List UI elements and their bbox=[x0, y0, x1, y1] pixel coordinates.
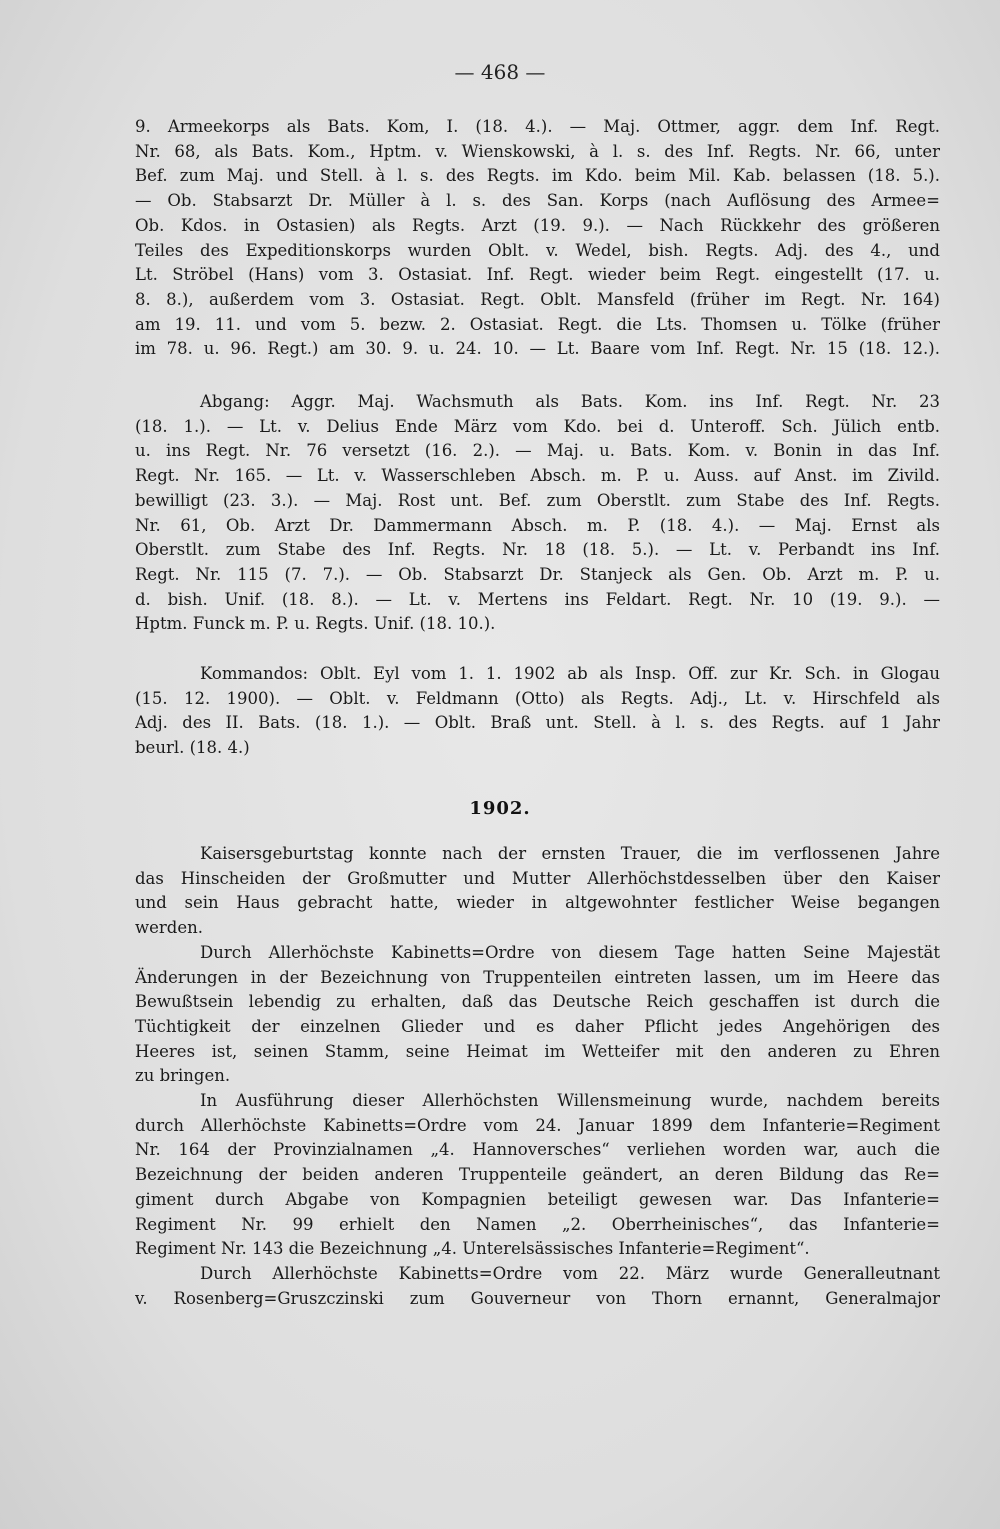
text-line: am 19. 11. und vom 5. bezw. 2. Ostasiat. Regt. die Lts. Thomsen u. Tölke (früher bbox=[135, 314, 940, 334]
text-line: im 78. u. 96. Regt.) am 30. 9. u. 24. 10. — Lt. Baare vom Inf. Regt. Nr. 15 (18. 12.). bbox=[135, 339, 940, 359]
text-line: Änderungen in der Bezeichnung von Truppenteilen eintreten lassen, um im Heere das bbox=[135, 967, 940, 987]
text-line: Teiles des Expeditionskorps wurden Oblt. v. Wedel, bish. Regts. Adj. des 4., und bbox=[135, 240, 940, 260]
text-line: 9. Armeekorps als Bats. Kom, I. (18. 4.). — Maj. Ottmer, aggr. dem Inf. Regt. bbox=[135, 117, 940, 136]
text-line: Regiment Nr. 99 erhielt den Namen „2. Oberrheinisches“, das Infanterie= bbox=[135, 1214, 940, 1234]
text-line: Regt. Nr. 115 (7. 7.). — Ob. Stabsarzt Dr. Stanjeck als Gen. Ob. Arzt m. P. u. bbox=[135, 564, 940, 584]
text-line: In Ausführung dieser Allerhöchsten Willensmeinung wurde, nachdem bereits bbox=[200, 1091, 940, 1111]
paragraph-kommandos bbox=[135, 662, 940, 761]
text-line: Tüchtigkeit der einzelnen Glieder und es daher Pflicht jedes Angehörigen des bbox=[135, 1016, 940, 1036]
text-line: Adj. des II. Bats. (18. 1.). — Oblt. Braß unt. Stell. à l. s. des Regts. auf 1 Jahr bbox=[135, 713, 940, 733]
section-heading-year: 1902. bbox=[469, 798, 531, 819]
text-line: — Ob. Stabsarzt Dr. Müller à l. s. des San. Korps (nach Auflösung des Armee= bbox=[135, 191, 940, 211]
text-line: 8. 8.), außerdem vom 3. Ostasiat. Regt. Oblt. Mansfeld (früher im Regt. Nr. 164) bbox=[135, 289, 940, 309]
text-line: Kommandos: Oblt. Eyl vom 1. 1. 1902 ab als Insp. Off. zur Kr. Sch. in Glogau bbox=[200, 664, 940, 683]
text-line: d. bish. Unif. (18. 8.). — Lt. v. Mertens ins Feldart. Regt. Nr. 10 (19. 9.). — bbox=[135, 589, 940, 609]
text-line: Heeres ist, seinen Stamm, seine Heimat im Wetteifer mit den anderen zu Ehren bbox=[135, 1041, 940, 1061]
text-line: (18. 1.). — Lt. v. Delius Ende März vom Kdo. bei d. Unteroff. Sch. Jülich entb. bbox=[135, 416, 940, 436]
text-line: u. ins Regt. Nr. 76 versetzt (16. 2.). — Maj. u. Bats. Kom. v. Bonin in das Inf. bbox=[135, 441, 940, 461]
text-line: Nr. 68, als Bats. Kom., Hptm. v. Wienskowski, à l. s. des Inf. Regts. Nr. 66, unter bbox=[135, 141, 940, 161]
text-line: durch Allerhöchste Kabinetts=Ordre vom 24. Januar 1899 dem Infanterie=Regiment bbox=[135, 1115, 940, 1135]
text-line: werden. bbox=[135, 918, 203, 938]
text-line: das Hinscheiden der Großmutter und Mutter Allerhöchstdesselben über den Kaiser bbox=[135, 868, 940, 888]
text-line: Durch Allerhöchste Kabinetts=Ordre von diesem Tage hatten Seine Majestät bbox=[200, 942, 940, 962]
text-line: Oberstlt. zum Stabe des Inf. Regts. Nr. 18 (18. 5.). — Lt. v. Perbandt ins Inf. bbox=[135, 540, 940, 560]
text-line: Nr. 164 der Provinzialnamen „4. Hannoversches“ verliehen worden war, auch die bbox=[135, 1140, 940, 1160]
text-line: Lt. Ströbel (Hans) vom 3. Ostasiat. Inf. Regt. wieder beim Regt. eingestellt (17. u. bbox=[135, 265, 940, 285]
text-line: (15. 12. 1900). — Oblt. v. Feldmann (Otto) als Regts. Adj., Lt. v. Hirschfeld als bbox=[135, 688, 940, 708]
paragraph-abgang bbox=[135, 390, 940, 637]
text-line: Durch Allerhöchste Kabinetts=Ordre vom 22. März wurde Generalleutnant bbox=[200, 1263, 940, 1283]
text-line: Abgang: Aggr. Maj. Wachsmuth als Bats. Kom. ins Inf. Regt. Nr. 23 bbox=[200, 392, 940, 411]
text-line: zu bringen. bbox=[135, 1066, 231, 1086]
text-line: Bewußtsein lebendig zu erhalten, daß das Deutsche Reich geschaffen ist durch die bbox=[135, 992, 940, 1012]
text-line: Regiment Nr. 143 die Bezeichnung „4. Unterelsässisches Infanterie=Regiment“. bbox=[135, 1239, 810, 1259]
text-line: bewilligt (23. 3.). — Maj. Rost unt. Bef. zum Oberstlt. zum Stabe des Inf. Regts. bbox=[135, 490, 940, 510]
text-line: Kaisersgeburtstag konnte nach der ernsten Trauer, die im verflossenen Jahre bbox=[200, 844, 940, 863]
text-line: Bef. zum Maj. und Stell. à l. s. des Regts. im Kdo. beim Mil. Kab. belassen (18. 5.). bbox=[135, 166, 940, 186]
text-line: beurl. (18. 4.) bbox=[135, 738, 250, 758]
text-line: Regt. Nr. 165. — Lt. v. Wasserschleben Absch. m. P. u. Auss. auf Anst. im Zivild. bbox=[135, 466, 940, 486]
text-line: Bezeichnung der beiden anderen Truppenteile geändert, an deren Bildung das Re= bbox=[135, 1165, 940, 1185]
text-line: giment durch Abgabe von Kompagnien beteiligt gewesen war. Das Infanterie= bbox=[135, 1189, 940, 1209]
paragraph-personnel-changes bbox=[135, 115, 940, 362]
text-line: Nr. 61, Ob. Arzt Dr. Dammermann Absch. m. P. (18. 4.). — Maj. Ernst als bbox=[135, 515, 940, 535]
text-line: Ob. Kdos. in Ostasien) als Regts. Arzt (19. 9.). — Nach Rückkehr des größeren bbox=[135, 215, 940, 235]
paragraph-1902 bbox=[135, 842, 940, 1311]
text-line: Hptm. Funck m. P. u. Regts. Unif. (18. 10.). bbox=[135, 614, 496, 634]
text-line: v. Rosenberg=Gruszczinski zum Gouverneur von Thorn ernannt, Generalmajor bbox=[135, 1288, 940, 1308]
page-number: — 468 — bbox=[454, 60, 546, 84]
text-line: und sein Haus gebracht hatte, wieder in altgewohnter festlicher Weise begangen bbox=[135, 893, 940, 913]
